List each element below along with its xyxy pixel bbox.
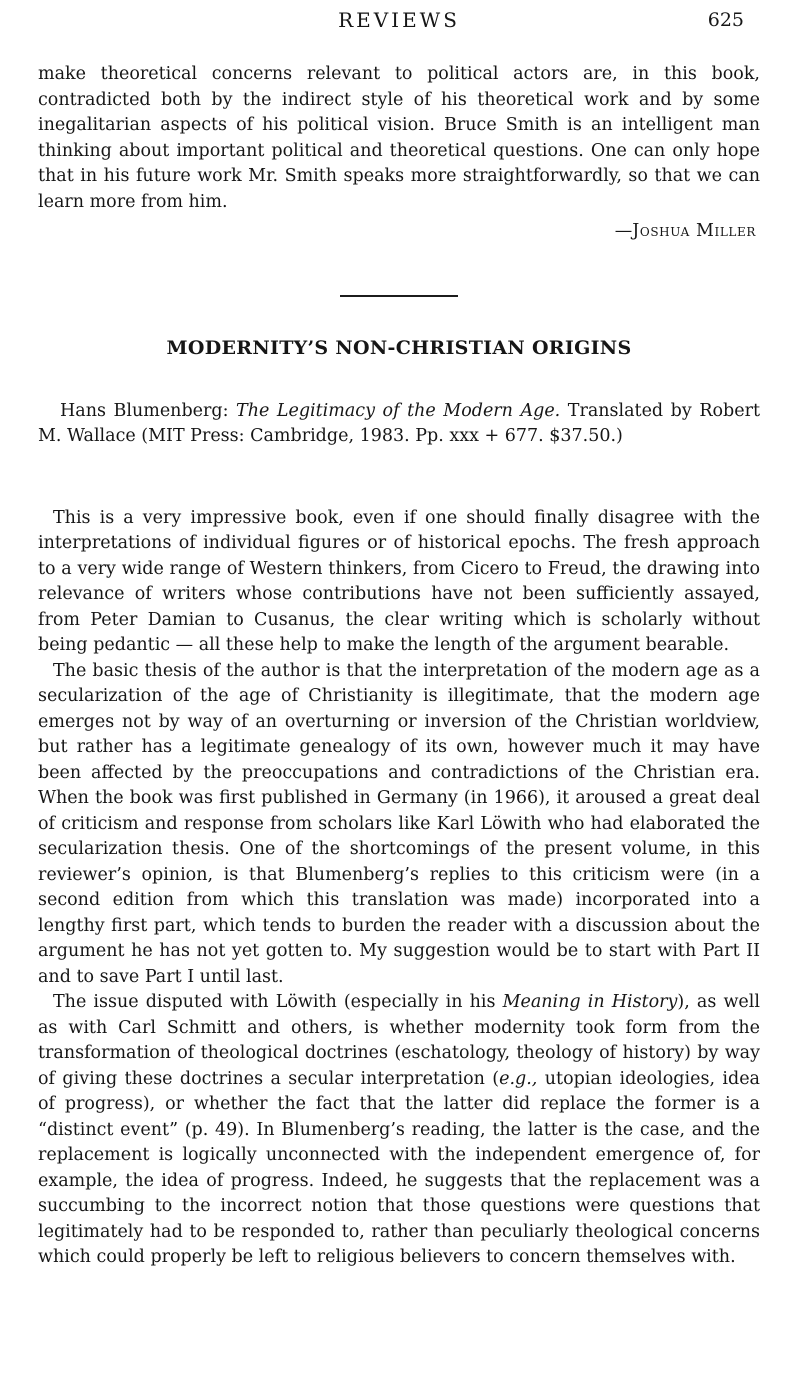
review-conclusion-paragraph: make theoretical concerns relevant to political actors are, in this book, contradicted both by the indirect style of his theoretical work and by some inegalitarian aspects of his political vision. Bruce Smith is an intelligent man thinking about important political and theoretical questions. One can only hope that in his future work Mr. Smith speaks more straightforwardly, so that we can learn more from him. (38, 64, 760, 212)
italic-text-run: e.g., (499, 1068, 538, 1089)
page-number: 625 (707, 9, 744, 31)
text-run: Hans Blumenberg: (60, 400, 237, 421)
review-article (38, 337, 760, 1271)
article-title: MODERNITY’S NON-CHRISTIAN ORIGINS (166, 336, 632, 359)
review-conclusion (38, 62, 760, 245)
text-run: Translated by Robert M. Wallace (MIT Press: Cambridge, 1983. Pp. xxx + 677. $37.50.) (38, 400, 760, 446)
article-paragraph-3 (38, 990, 760, 1271)
text-run: ), as well as with Carl Schmitt and others, is whether modernity took form from the transformation of theological doctrines (eschatology, theology of history) by way of giving these doctrines a secular interpretation ( (38, 992, 760, 1089)
page-header (38, 8, 760, 34)
running-title: REVIEWS (338, 8, 460, 32)
text-run: This is a very impressive book, even if one should finally disagree with the interpretations of individual figures or of historical epochs. The fresh approach to a very wide range of Western thinkers, from Cicero to Freud, the drawing into relevance of writers whose contributions have not been sufficiently assayed, from Peter Damian to Cusanus, the clear writing which is scholarly without being pedantic — all these help to make the length of the argument bearable. (38, 507, 760, 655)
article-body (38, 506, 760, 1271)
article-paragraph-2 (38, 659, 760, 991)
section-divider (340, 295, 458, 297)
article-paragraph-1 (38, 506, 760, 659)
text-run: The issue disputed with Löwith (especially in his (53, 992, 503, 1012)
italic-text-run: Meaning in History (502, 992, 678, 1012)
book-citation (38, 399, 760, 450)
italic-text-run: The Legitimacy of the Modern Age. (236, 400, 561, 421)
text-run: — (614, 221, 633, 241)
text-run: The basic thesis of the author is that the interpretation of the modern age as a secularization of the age of Christianity is illegitimate, that the modern age emerges not by way of an overturning or inversion of the Christian worldview, but rather has a legitimate genealogy of its own, however much it may have been affected by the preoccupations and contradictions of the Christian era. When the book was first published in Germany (in 1966), it aroused a great deal of criticism and response from scholars like Karl Löwith who had elaborated the secularization thesis. One of the shortcomings of the present volume, in this reviewer’s opinion, is that Blumenberg’s replies to this criticism were (in a second edition from which this translation was made) incorporated into a lengthy first part, which tends to burden the reader with a discussion about the argument he has not yet gotten to. My suggestion would be to start with Part II and to save Part I until last. (38, 660, 760, 987)
text-run: utopian ideologies, idea of progress), or whether the fact that the latter did replace the former is a “distinct event” (p. 49). In Blumenberg’s reading, the latter is the case, and the replacement is logically unconnected with the independent emergence of, for example, the idea of progress. Indeed, he suggests that the replacement was a succumbing to the incorrect notion that those questions were questions that legitimately had to be responded to, rather than peculiarly theological concerns which could properly be left to religious believers to concern themselves with. (38, 1068, 760, 1267)
smallcaps-text-run: Joshua Miller (632, 221, 756, 241)
reviewer-signature (38, 219, 756, 245)
